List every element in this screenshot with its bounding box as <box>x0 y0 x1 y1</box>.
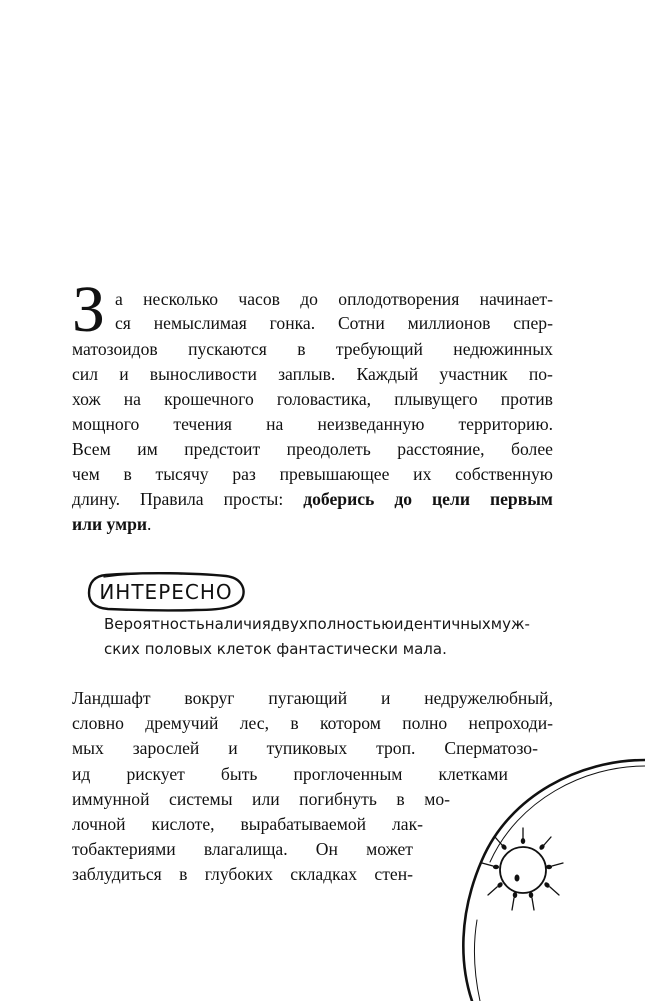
drop-cap: З <box>72 273 106 346</box>
callout-badge-label: ИНТЕРЕСНО <box>99 580 233 604</box>
text-line: а несколько часов до оплодотворения начинает- <box>115 289 553 309</box>
callout-badge <box>86 571 246 613</box>
egg-cell-outline-icon <box>463 760 645 1001</box>
text-line: ид рискует быть проглоченным клетками <box>72 764 508 784</box>
emphasis: или умри <box>72 514 148 534</box>
text-line: сил и выносливости заплыв. Каждый участник по- <box>72 364 553 384</box>
text-line: ся немыслимая гонка. Сотни миллионов спер- <box>115 313 553 333</box>
callout-line: Вероятность наличия двух полностью идентичных муж- <box>104 615 530 633</box>
text-line: тобактериями влагалища. Он может <box>72 839 413 859</box>
text-line: иммунной системы или погибнуть в мо- <box>72 789 450 809</box>
text-line: мощного течения на неизведанную территорию. <box>72 414 553 434</box>
text-line: матозоидов пускаются в требующий недюжинных <box>72 339 553 359</box>
ovum-icon <box>500 847 546 893</box>
text-line: чем в тысячу раз превышающее их собственную <box>72 464 553 484</box>
text-line: мых зарослей и тупиковых троп. Сперматозо- <box>72 738 538 758</box>
text-line: длину. Правила просты: доберись до цели первым <box>72 489 553 509</box>
text-line: лочной кислоте, вырабатываемой лак- <box>72 814 423 834</box>
egg-cell-illustration <box>420 720 645 1001</box>
text-line: Всем им предстоит преодолеть расстояние, более <box>72 439 553 459</box>
text-line: хож на крошечного головастика, плывущего против <box>72 389 553 409</box>
text-line: словно дремучий лес, в котором полно непроходи- <box>72 713 553 733</box>
text-line: или умри. <box>72 514 152 534</box>
text-line: заблудиться в глубоких складках стен- <box>72 864 413 884</box>
callout-line: ских половых клеток фантастически мала. <box>104 640 447 658</box>
text-line: Ландшафт вокруг пугающий и недружелюбный, <box>72 688 553 708</box>
